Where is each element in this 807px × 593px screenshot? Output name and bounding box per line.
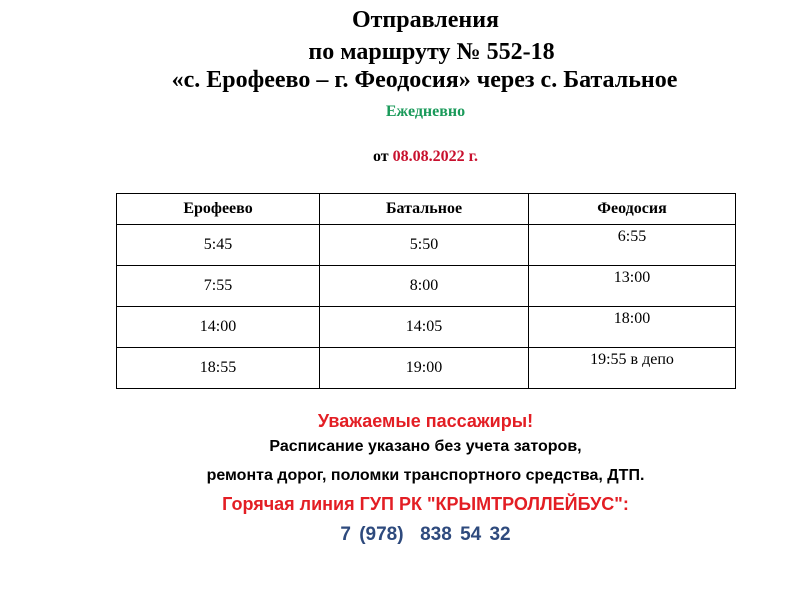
column-header-erofeevo: Ерофеево — [117, 194, 320, 225]
arrival-feodosiya: 19:55 в депо — [529, 348, 736, 389]
departure-erofeevo: 18:55 — [117, 348, 320, 389]
arrival-feodosiya: 18:00 — [529, 307, 736, 348]
effective-date-line — [22, 148, 807, 166]
arrival-feodosiya: 6:55 — [529, 225, 736, 266]
daily-label: Ежедневно — [385, 103, 466, 120]
hotline-label: Горячая линия ГУП РК "КРЫМТРОЛЛЕЙБУС": — [222, 494, 629, 514]
notice-line-2: ремонта дорог, поломки транспортного средства, ДТП. — [206, 467, 645, 484]
departure-erofeevo: 7:55 — [117, 266, 320, 307]
departure-batalnoe: 14:05 — [320, 307, 529, 348]
column-header-batalnoe: Батальное — [320, 194, 529, 225]
table-row — [117, 307, 736, 348]
schedule-table — [116, 193, 736, 389]
title-line-3: «с. Ерофеево – г. Феодосия» через с. Батальное — [171, 67, 678, 93]
table-row — [117, 348, 736, 389]
notice-title: Уважаемые пассажиры! — [317, 411, 534, 431]
table-row — [117, 266, 736, 307]
arrival-feodosiya: 13:00 — [529, 266, 736, 307]
departure-batalnoe: 5:50 — [320, 225, 529, 266]
schedule-header-row — [117, 194, 736, 225]
hotline-phone: 7 (978) 838 54 32 — [340, 524, 511, 545]
title-line-2: по маршруту № 552-18 — [308, 39, 555, 65]
column-header-feodosiya: Феодосия — [529, 194, 736, 225]
table-row — [117, 225, 736, 266]
effective-date-value: 08.08.2022 г. — [392, 148, 479, 165]
departure-batalnoe: 8:00 — [320, 266, 529, 307]
departure-batalnoe: 19:00 — [320, 348, 529, 389]
effective-date-prefix: от — [372, 148, 389, 165]
title-line-1: Отправления — [351, 7, 500, 33]
departure-erofeevo: 5:45 — [117, 225, 320, 266]
notice-line-1: Расписание указано без учета заторов, — [269, 438, 582, 455]
departure-erofeevo: 14:00 — [117, 307, 320, 348]
